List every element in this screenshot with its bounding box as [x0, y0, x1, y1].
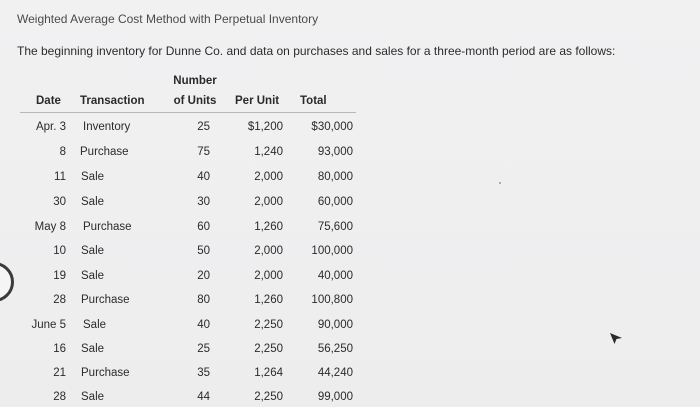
header-total: Total [300, 95, 327, 107]
cell-transaction: Purchase [83, 221, 132, 233]
cell-transaction: Sale [81, 391, 105, 403]
cell-total: 93,000 [317, 146, 353, 158]
cell-date: 28 [53, 391, 66, 403]
mouse-pointer-icon [609, 331, 623, 345]
cell-date: 21 [53, 367, 66, 379]
cell-units: 44 [197, 391, 210, 403]
cell-per-unit: 1,240 [254, 146, 283, 158]
cell-per-unit: 2,250 [254, 391, 283, 403]
cell-units: 40 [197, 319, 210, 331]
cell-total: 75,600 [317, 221, 353, 233]
cell-units: 35 [197, 367, 210, 379]
stray-dot [499, 182, 501, 184]
cell-date: May 8 [34, 221, 66, 233]
cell-total: 44,240 [317, 367, 353, 379]
cell-units: 20 [197, 270, 210, 282]
cell-transaction: Sale [83, 319, 107, 331]
cell-total: $30,000 [311, 121, 353, 133]
cell-total: 100,000 [311, 245, 353, 257]
cell-per-unit: 2,000 [254, 270, 283, 282]
cell-total: 80,000 [317, 171, 353, 183]
header-divider [20, 112, 356, 113]
cell-date: Apr. 3 [35, 121, 66, 133]
cell-per-unit: 1,260 [254, 221, 283, 233]
cell-date: 11 [54, 171, 66, 183]
cell-per-unit: 2,250 [254, 319, 283, 331]
cell-transaction: Sale [81, 171, 105, 183]
cell-units: 25 [197, 343, 210, 355]
cell-total: 99,000 [317, 391, 353, 403]
cell-total: 56,250 [317, 343, 353, 355]
cell-per-unit: 2,000 [254, 196, 283, 208]
header-transaction: Transaction [80, 95, 145, 107]
problem-heading: Weighted Average Cost Method with Perpetual Inventory [17, 12, 319, 26]
cell-date: 19 [53, 270, 66, 282]
cell-units: 40 [197, 171, 210, 183]
cell-per-unit: 2,000 [254, 245, 283, 257]
cell-per-unit: $1,200 [247, 121, 283, 133]
cell-transaction: Purchase [80, 146, 129, 158]
cell-date: 10 [53, 245, 66, 257]
cell-units: 75 [197, 146, 210, 158]
cell-date: 8 [59, 146, 66, 158]
cell-date: 16 [53, 343, 66, 355]
cell-units: 25 [197, 121, 210, 133]
header-units-line1: Number [173, 75, 217, 87]
cell-units: 60 [197, 221, 210, 233]
header-units-line2: of Units [173, 95, 217, 107]
cell-transaction: Inventory [83, 121, 131, 133]
cell-date: 30 [53, 196, 66, 208]
cell-total: 40,000 [317, 270, 353, 282]
cell-transaction: Sale [81, 270, 105, 282]
cell-total: 100,800 [311, 294, 353, 306]
cell-transaction: Sale [81, 343, 105, 355]
cell-units: 50 [197, 245, 210, 257]
header-date: Date [36, 95, 61, 107]
cell-units: 80 [197, 294, 210, 306]
cell-transaction: Purchase [81, 294, 130, 306]
cell-per-unit: 2,000 [254, 171, 283, 183]
cell-date: June 5 [31, 319, 66, 331]
cell-units: 30 [197, 196, 210, 208]
cell-per-unit: 2,250 [254, 343, 283, 355]
cell-total: 60,000 [317, 196, 353, 208]
cell-total: 90,000 [317, 319, 353, 331]
cell-transaction: Purchase [81, 367, 130, 379]
cell-per-unit: 1,260 [254, 294, 283, 306]
cell-transaction: Sale [81, 196, 105, 208]
header-per-unit: Per Unit [235, 95, 280, 107]
cell-transaction: Sale [81, 245, 105, 257]
cell-per-unit: 1,264 [254, 367, 283, 379]
cell-date: 28 [53, 294, 66, 306]
problem-intro: The beginning inventory for Dunne Co. and data on purchases and sales for a three-month period are as follows: [17, 44, 616, 58]
